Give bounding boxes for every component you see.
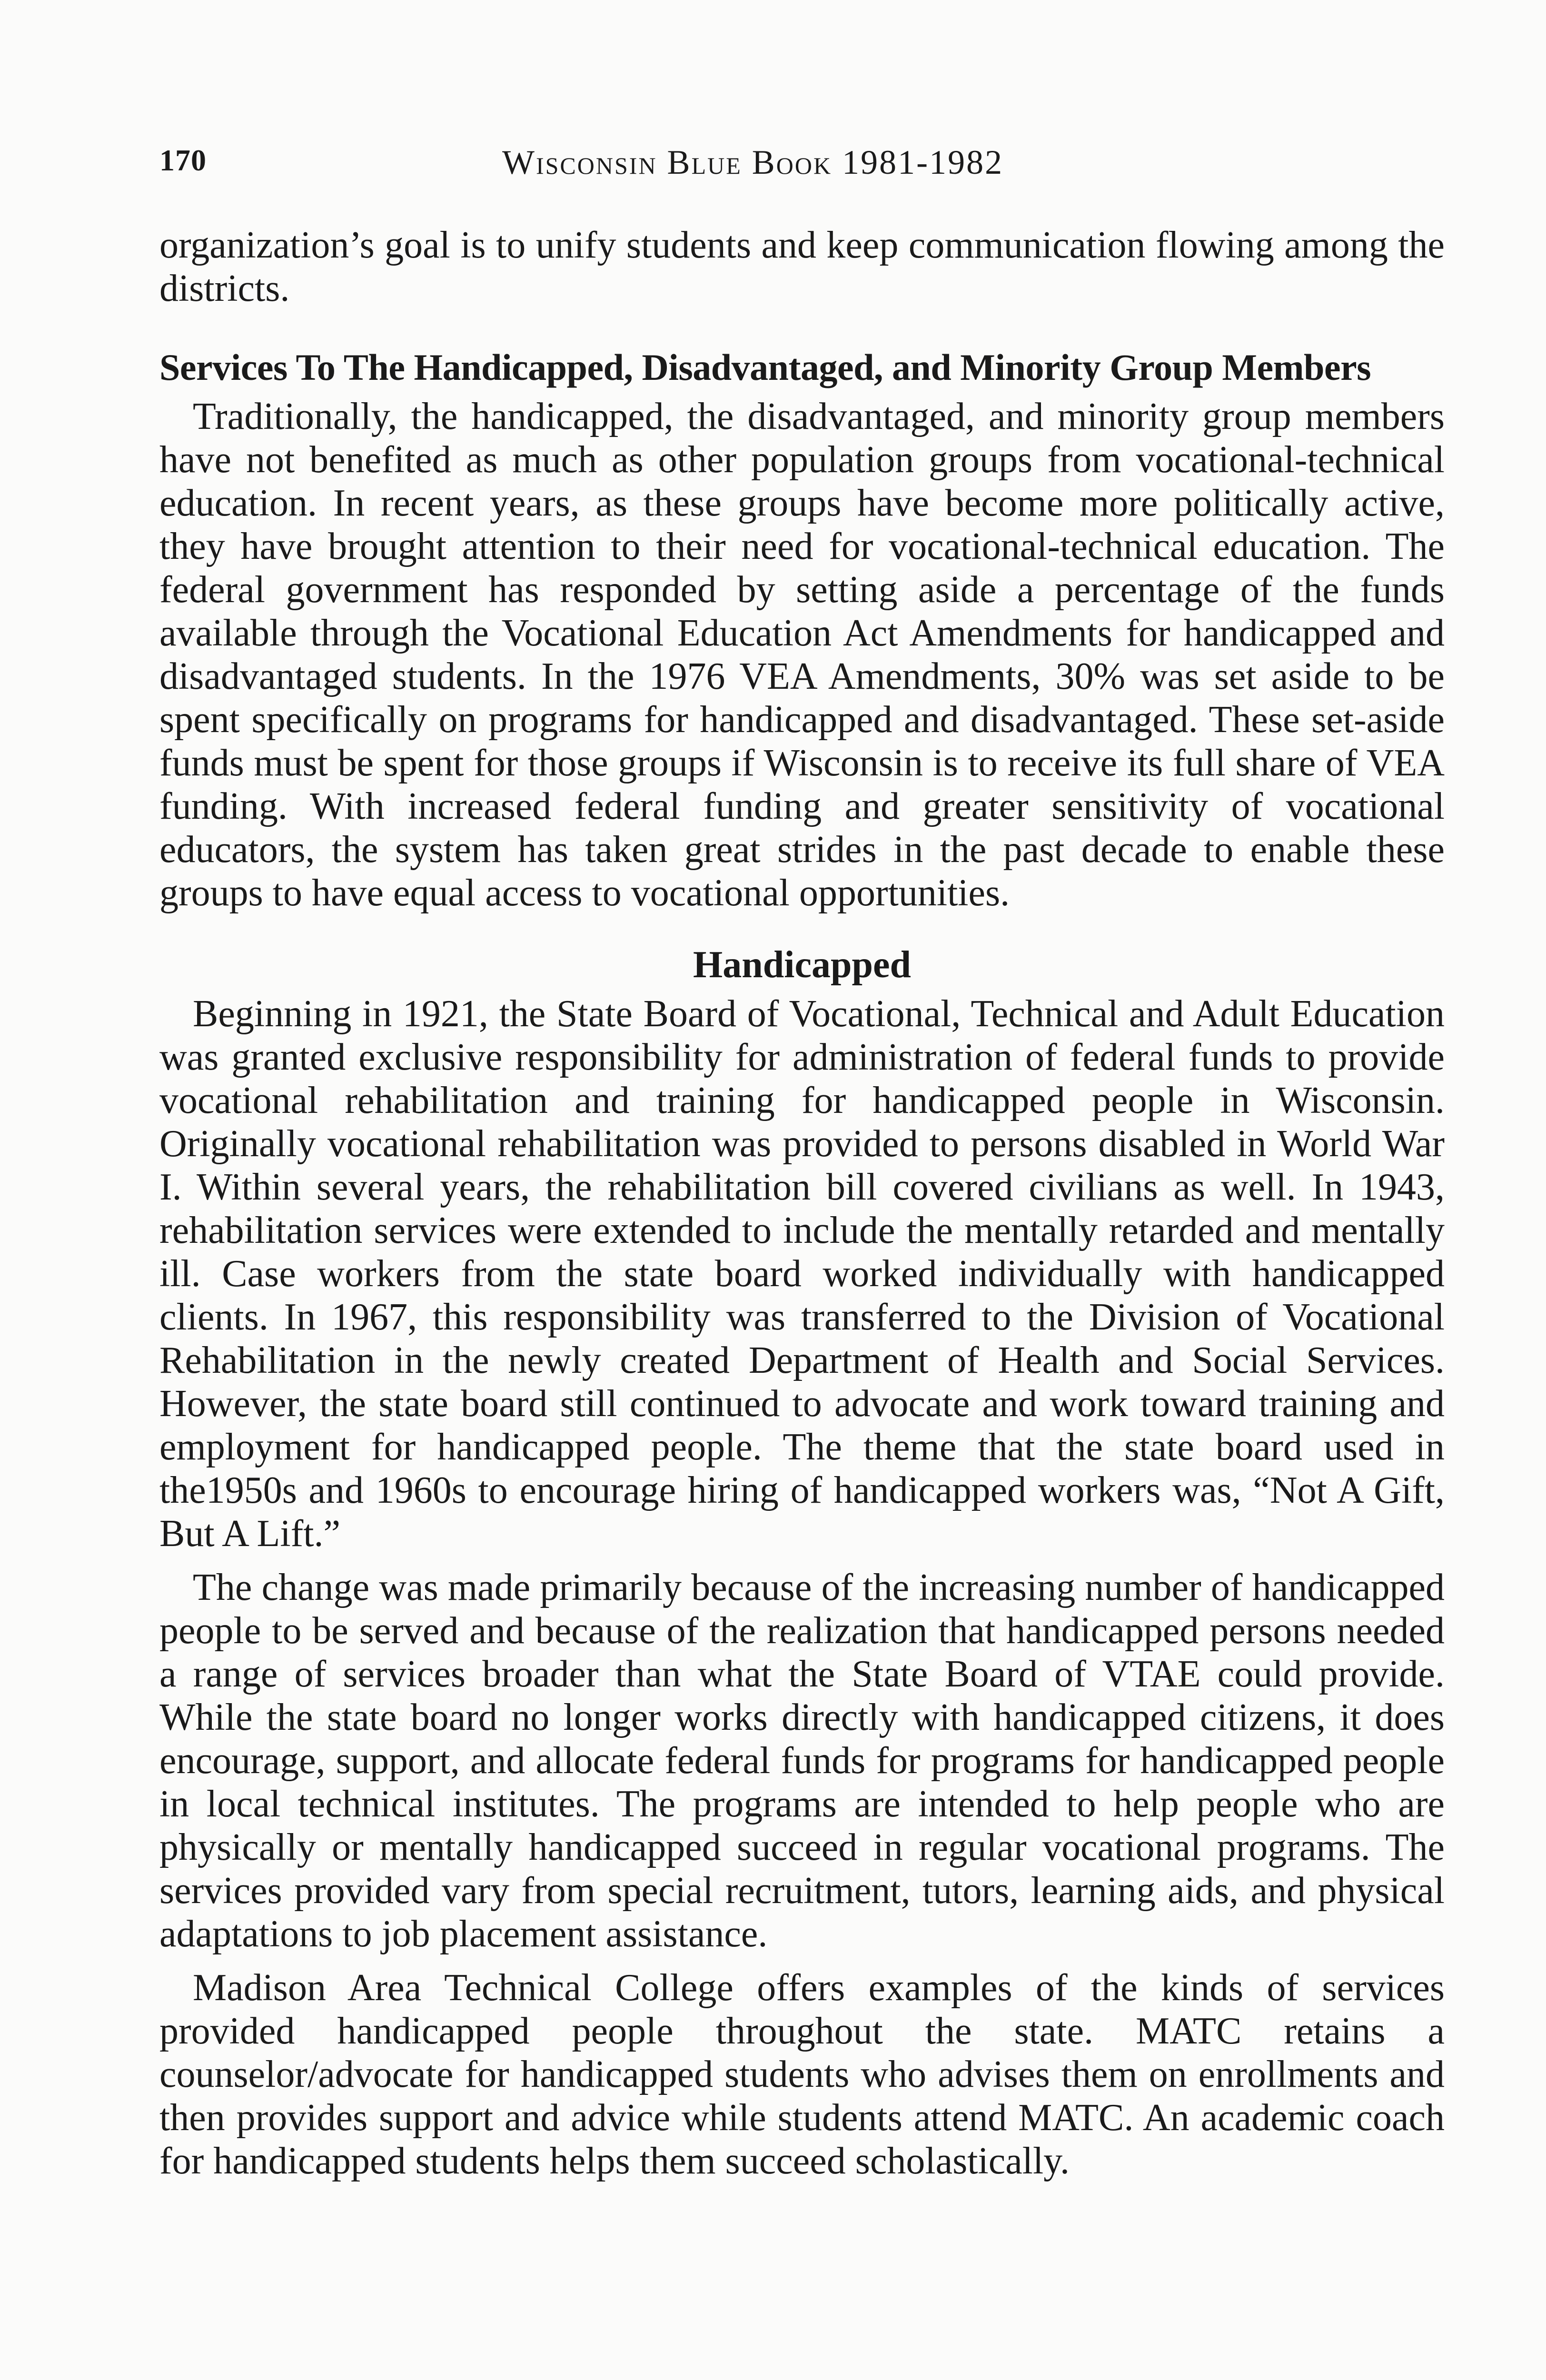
page-body: [159, 224, 1445, 2183]
subheading-handicapped: Handicapped: [693, 944, 911, 986]
page-header: [159, 143, 1445, 195]
section-paragraph: Traditionally, the handicapped, the disadvantaged, and minority group members have not benefited as much as other population groups from vocational-technical education. In recent years, as these groups have become more politically active, they have brought attention to their need for vocational-technical education. The federal government has responded by setting aside a percentage of the funds available through the Vocational Education Act Amendments for handicapped and disadvantaged students. In the 1976 VEA Amendments, 30% was set aside to be spent specifically on programs for handicapped and disadvantaged. These set-aside funds must be spent for those groups if Wisconsin is to receive its full share of VEA funding. With increased federal funding and greater sensitivity of vocational educators, the system has taken great strides in the past decade to enable these groups to have equal access to vocational opportunities.: [159, 396, 1445, 914]
continuation-paragraph: organization’s goal is to unify students and keep communication flowing among the districts.: [159, 224, 1445, 309]
section-heading: Services To The Handicapped, Disadvantaged, and Minority Group Members: [159, 347, 1371, 388]
page-number: 170: [159, 143, 207, 177]
running-title: Wisconsin Blue Book 1981-1982: [502, 143, 1004, 181]
paragraph-history: Beginning in 1921, the State Board of Vocational, Technical and Adult Education was granted exclusive responsibility for administration of federal funds to provide vocational rehabilitation and training for handicapped people in Wisconsin. Originally vocational rehabilitation was provided to persons disabled in World War I. Within several years, the rehabilitation bill covered civilians as well. In 1943, rehabilitation services were extended to include the mentally retarded and mentally ill. Case workers from the state board worked individually with handicapped clients. In 1967, this responsibility was transferred to the Division of Vocational Rehabilitation in the newly created Department of Health and Social Services. However, the state board still continued to advocate and work toward training and employment for handicapped people. The theme that the state board used in the1950s and 1960s to encourage hiring of handicapped workers was, “Not A Gift, But A Lift.”: [159, 993, 1445, 1555]
paragraph-matc: Madison Area Technical College offers examples of the kinds of services provided handicapped people throughout the state. MATC retains a counselor/advocate for handicapped students who advises them on enrollments and then provides support and advice while students attend MATC. An academic coach for handicapped students helps them succeed scholastically.: [159, 1967, 1445, 2182]
paragraph-change: The change was made primarily because of the increasing number of handicapped people to be served and because of the realization that handicapped persons needed a range of services broader than what the State Board of VTAE could provide. While the state board no longer works directly with handicapped citizens, it does encourage, support, and allocate federal funds for programs for handicapped people in local technical institutes. The programs are intended to help people who are physically or mentally handicapped succeed in regular vocational programs. The services provided vary from special recruitment, tutors, learning aids, and physical adaptations to job placement assistance.: [159, 1567, 1445, 1955]
